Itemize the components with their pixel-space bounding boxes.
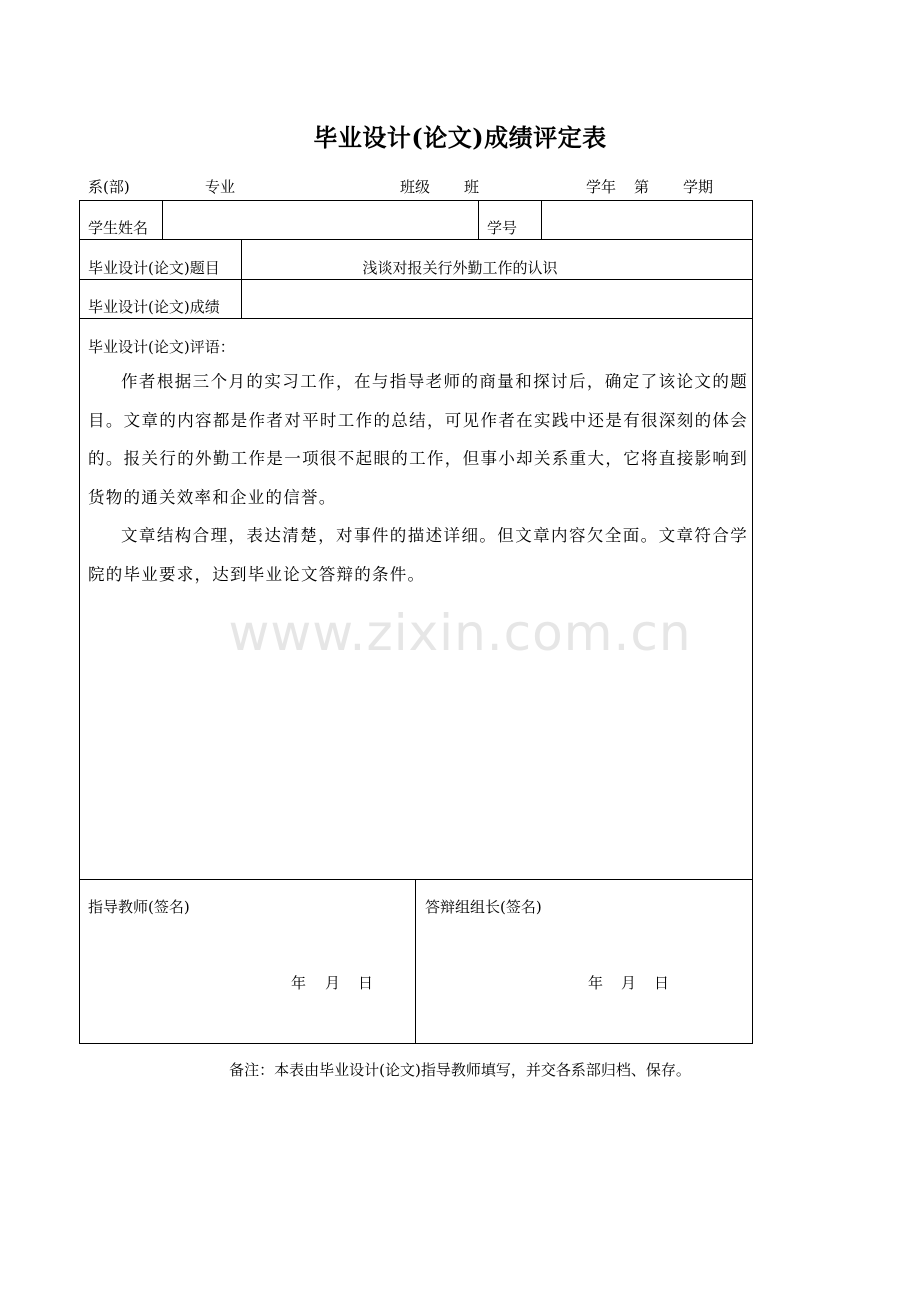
semester-label: 学期 (683, 178, 714, 196)
row-divider (79, 239, 753, 240)
row-divider (79, 318, 753, 319)
class-suffix: 班 (464, 178, 480, 196)
column-divider (478, 200, 479, 240)
comment-paragraph: 文章结构合理，表达清楚，对事件的描述详细。但文章内容欠全面。文章符合学院的毕业要求，达到毕业论文答辩的条件。 (88, 526, 748, 584)
column-divider (162, 200, 163, 240)
grade-label: 毕业设计(论文)成绩 (88, 298, 220, 316)
panel-date-day: 日 (654, 974, 670, 992)
comment-paragraph: 作者根据三个月的实习工作，在与指导老师的商量和探讨后，确定了该论文的题目。文章的内容都是作者对平时工作的总结，可见作者在实践中还是有很深刻的体会的。报关行的外勤工作是一项很不起眼的工作，但事小却关系重大，它将直接影响到货物的通关效率和企业的信誉。 (88, 372, 748, 507)
table-border-top (79, 200, 753, 201)
table-border-bottom (79, 1043, 753, 1044)
footnote: 备注：本表由毕业设计(论文)指导教师填写，并交各系部归档、保存。 (229, 1061, 691, 1079)
advisor-signature-label: 指导教师(签名) (88, 898, 190, 916)
semester-prefix: 第 (634, 178, 650, 196)
advisor-date-month: 月 (325, 974, 341, 992)
major-label: 专业 (205, 178, 236, 196)
column-divider (241, 239, 242, 319)
department-label: 系(部) (88, 178, 130, 196)
advisor-date-year: 年 (291, 974, 307, 992)
comment-label: 毕业设计(论文)评语： (88, 338, 235, 356)
row-divider (79, 879, 753, 880)
academic-year-label: 学年 (586, 178, 617, 196)
column-divider (541, 200, 542, 240)
watermark: www.zixin.com.cn (228, 604, 692, 662)
topic-value: 浅谈对报关行外勤工作的认识 (362, 259, 558, 277)
form-title: 毕业设计(论文)成绩评定表 (313, 123, 607, 152)
student-name-label: 学生姓名 (88, 219, 149, 237)
panel-date-month: 月 (621, 974, 637, 992)
topic-label: 毕业设计(论文)题目 (88, 259, 220, 277)
student-id-label: 学号 (487, 219, 518, 237)
advisor-date-day: 日 (358, 974, 374, 992)
column-divider (415, 879, 416, 1044)
class-label: 班级 (400, 178, 431, 196)
row-divider (79, 279, 753, 280)
panel-leader-signature-label: 答辩组组长(签名) (425, 898, 542, 916)
panel-date-year: 年 (588, 974, 604, 992)
